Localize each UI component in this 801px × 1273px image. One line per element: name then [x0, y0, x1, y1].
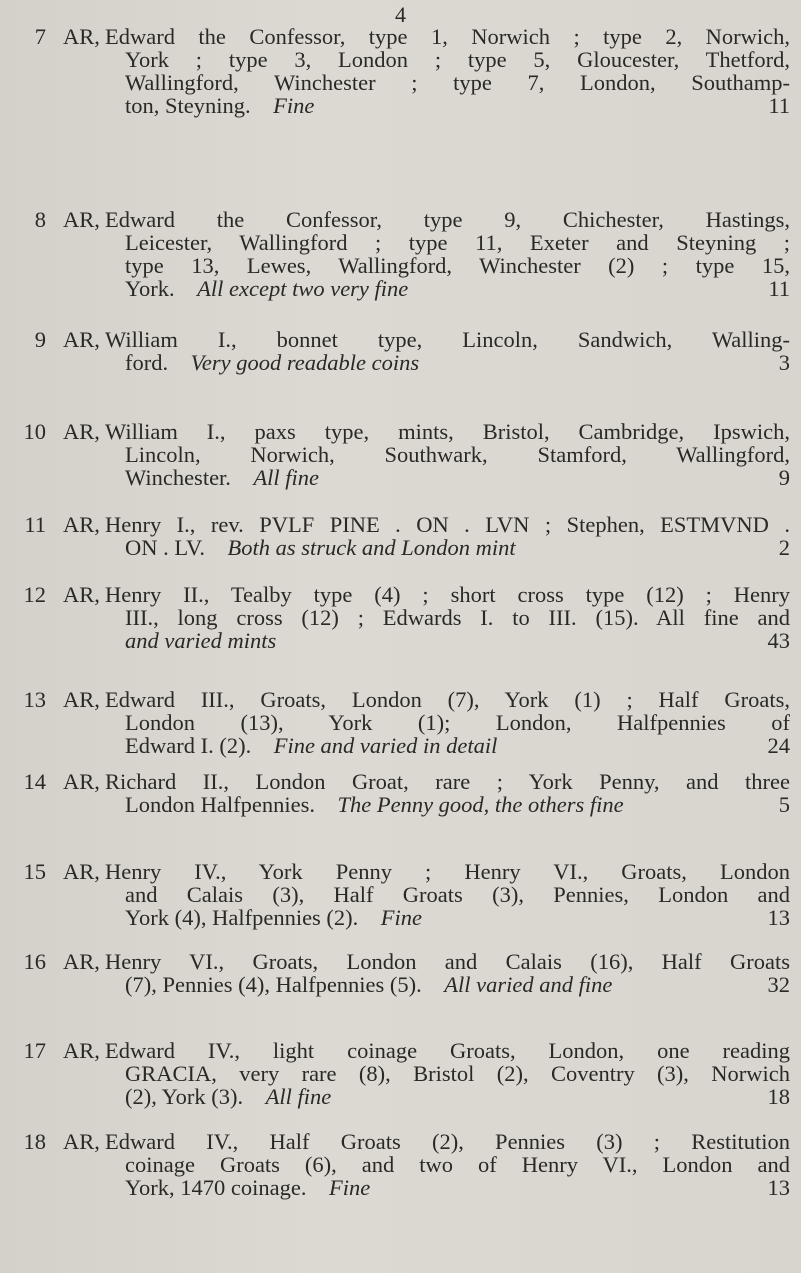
lot-description-line: Henry I., rev. PVLF PINE . ON . LVN ; Stephen, ESTMVND . — [105, 512, 790, 537]
lot-description — [105, 513, 790, 559]
lot-count: 3 — [778, 350, 790, 375]
lot-description-line: Henry II., Tealby type (4) ; short cross type (12) ; Henry — [105, 582, 790, 607]
lot-description-line: III., long cross (12) ; Edwards I. to III. (15). All fine and — [125, 605, 790, 630]
lot-description — [105, 420, 790, 489]
lot-description — [105, 25, 790, 117]
lot-count: 24 — [767, 733, 790, 758]
lot-metal: AR, — [63, 24, 100, 49]
lot-final-plain: Winchester. — [125, 465, 231, 490]
lot-description-line: Edward IV., Half Groats (2), Pennies (3) ; Restitution — [105, 1129, 790, 1154]
lot-description — [105, 770, 790, 816]
lot-metal: AR, — [63, 769, 100, 794]
lot-description — [105, 583, 790, 652]
page-number: 4 — [395, 2, 406, 27]
lot-number: 12 — [23, 582, 46, 607]
lot-final-plain: (7), Pennies (4), Halfpennies (5). — [125, 972, 422, 997]
lot-count: 13 — [767, 905, 790, 930]
lot-condition: Fine and varied in detail — [273, 733, 498, 758]
lot-description-line: coinage Groats (6), and two of Henry VI., London and — [125, 1152, 790, 1177]
lot-final-text — [125, 906, 422, 929]
lot-number: 13 — [23, 687, 46, 712]
lot-description — [105, 950, 790, 996]
lot-metal: AR, — [63, 512, 100, 537]
lot-final-text — [125, 973, 612, 996]
lot-count: 18 — [767, 1084, 790, 1109]
lot-metal: AR, — [63, 582, 100, 607]
lot-final-text — [125, 351, 419, 374]
lot-metal: AR, — [63, 1129, 100, 1154]
lot-final-line — [105, 734, 790, 757]
lot-description — [105, 208, 790, 300]
lot-final-plain: ton, Steyning. — [125, 93, 251, 118]
lot-final-line — [105, 629, 790, 652]
lot-description — [105, 1039, 790, 1108]
lot-description-line: Edward the Confessor, type 9, Chichester, Hastings, — [105, 207, 790, 232]
lot-number: 15 — [23, 859, 46, 884]
lot-description-line: type 13, Lewes, Wallingford, Winchester (2) ; type 15, — [125, 253, 790, 278]
lot-count: 2 — [778, 535, 790, 560]
lot-final-line — [105, 277, 790, 300]
lot-description-line: Lincoln, Norwich, Southwark, Stamford, Wallingford, — [125, 442, 790, 467]
lot-number: 16 — [23, 949, 46, 974]
lot-final-line — [105, 1085, 790, 1108]
lot-condition: Both as struck and London mint — [227, 535, 516, 560]
lot-count: 32 — [767, 972, 790, 997]
lot-number: 10 — [23, 419, 46, 444]
lot-condition: Fine — [380, 905, 423, 930]
lot-condition: Fine — [273, 93, 315, 118]
lot-number: 9 — [34, 327, 46, 352]
lot-count: 11 — [768, 276, 790, 301]
lot-final-plain: London Halfpennies. — [125, 792, 315, 817]
lot-final-text — [125, 734, 497, 757]
lot-final-line — [105, 1176, 790, 1199]
lot-description-line: William I., bonnet type, Lincoln, Sandwich, Walling- — [105, 327, 790, 352]
lot-metal: AR, — [63, 859, 100, 884]
lot-final-line — [105, 973, 790, 996]
lot-final-text — [125, 94, 314, 117]
lot-number: 18 — [23, 1129, 46, 1154]
lot-condition: All fine — [253, 465, 320, 490]
lot-condition: Very good readable coins — [190, 350, 420, 375]
lot-final-text — [125, 277, 408, 300]
lot-final-line — [105, 906, 790, 929]
lot-final-plain: York (4), Halfpennies (2). — [125, 905, 359, 930]
lot-final-line — [105, 94, 790, 117]
lot-number: 11 — [24, 512, 46, 537]
lot-final-line — [105, 536, 790, 559]
lot-final-text — [125, 1085, 331, 1108]
lot-description-line: and Calais (3), Half Groats (3), Pennies, London and — [125, 882, 790, 907]
lot-final-line — [105, 351, 790, 374]
lot-final-plain: ON . LV. — [125, 535, 206, 560]
lot-final-plain: York, 1470 coinage. — [125, 1175, 307, 1200]
lot-metal: AR, — [63, 419, 100, 444]
lot-description-line: London (13), York (1); London, Halfpennies of — [125, 710, 790, 735]
lot-metal: AR, — [63, 327, 100, 352]
lot-final-line — [105, 466, 790, 489]
lot-count: 13 — [767, 1175, 790, 1200]
lot-number: 14 — [23, 769, 46, 794]
lot-final-text — [125, 466, 319, 489]
lot-description-line: Leicester, Wallingford ; type 11, Exeter and Steyning ; — [125, 230, 790, 255]
lot-condition: and varied mints — [125, 628, 277, 653]
lot-number: 7 — [34, 24, 46, 49]
lot-final-text — [125, 793, 624, 816]
lot-description-line: Edward the Confessor, type 1, Norwich ; type 2, Norwich, — [105, 24, 790, 49]
lot-number: 8 — [34, 207, 46, 232]
lot-description-line: Henry IV., York Penny ; Henry VI., Groats, London — [105, 859, 790, 884]
lot-final-plain: ford. — [125, 350, 169, 375]
lot-description — [105, 328, 790, 374]
lot-count: 9 — [778, 465, 790, 490]
lot-description-line: Henry VI., Groats, London and Calais (16), Half Groats — [105, 949, 790, 974]
lot-description — [105, 688, 790, 757]
lot-count: 43 — [767, 628, 790, 653]
lot-description-line: Wallingford, Winchester ; type 7, London, Southamp- — [125, 70, 790, 95]
lot-metal: AR, — [63, 207, 100, 232]
lot-count: 5 — [778, 792, 790, 817]
lot-condition: All fine — [265, 1084, 332, 1109]
lot-description-line: Richard II., London Groat, rare ; York Penny, and three — [105, 769, 790, 794]
lot-final-text — [125, 1176, 370, 1199]
lot-metal: AR, — [63, 949, 100, 974]
lot-count: 11 — [768, 93, 790, 118]
lot-final-line — [105, 793, 790, 816]
lot-condition: Fine — [328, 1175, 371, 1200]
lot-final-text — [125, 629, 276, 652]
lot-final-plain: Edward I. (2). — [125, 733, 252, 758]
lot-condition: The Penny good, the others fine — [337, 792, 624, 817]
lot-description-line: York ; type 3, London ; type 5, Gloucester, Thetford, — [125, 47, 790, 72]
lot-final-plain: (2), York (3). — [125, 1084, 244, 1109]
lot-metal: AR, — [63, 1038, 100, 1063]
lot-description-line: Edward IV., light coinage Groats, London, one reading — [105, 1038, 790, 1063]
lot-description-line: GRACIA, very rare (8), Bristol (2), Coventry (3), Norwich — [125, 1061, 790, 1086]
lot-description-line: William I., paxs type, mints, Bristol, Cambridge, Ipswich, — [105, 419, 790, 444]
lot-number: 17 — [23, 1038, 46, 1063]
lot-condition: All varied and fine — [444, 972, 613, 997]
lot-final-plain: York. — [125, 276, 175, 301]
lot-metal: AR, — [63, 687, 100, 712]
lot-condition: All except two very fine — [197, 276, 409, 301]
lot-final-text — [125, 536, 516, 559]
lot-description — [105, 860, 790, 929]
lot-description — [105, 1130, 790, 1199]
lot-description-line: Edward III., Groats, London (7), York (1) ; Half Groats, — [105, 687, 790, 712]
